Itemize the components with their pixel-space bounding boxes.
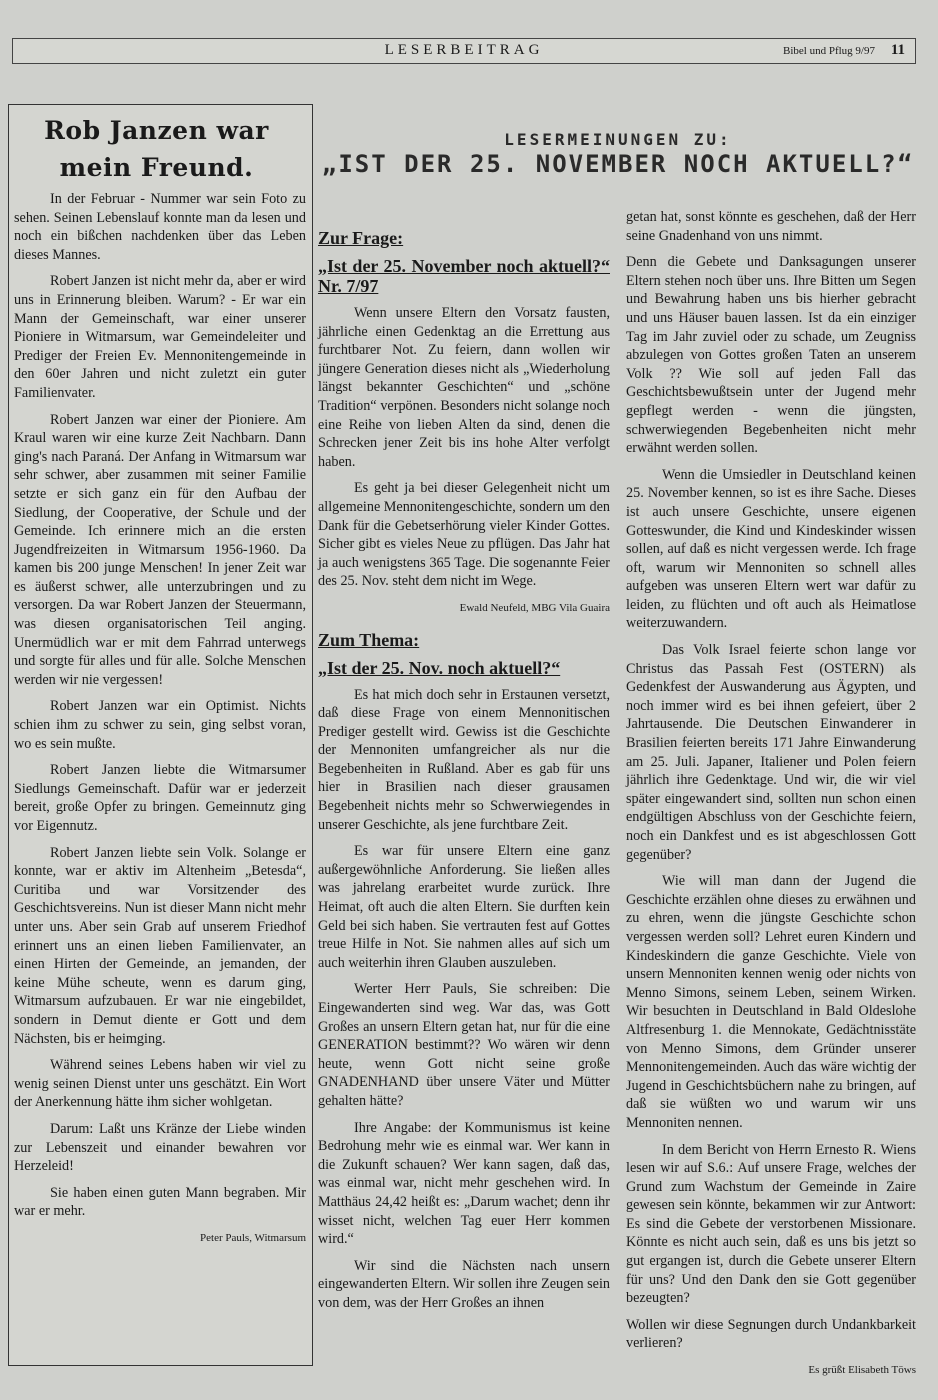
subheading: „Ist der 25. November noch aktuell?“ Nr. 7/97 [318, 256, 610, 296]
paragraph: Ihre Angabe: der Kommunismus ist keine Bedrohung mehr wie es einmal war. Wer kann in die Zukunft schauen? Wer kann sagen, daß das, was einmal war, nicht mehr geschehen wird. In Matthäus 24,42 heißt es: „Darum wachet; denn ihr wisset nicht, welchen Tag euer Herr kommen wird.“ [318, 1119, 610, 1248]
page-number: 11 [890, 42, 905, 58]
middle-column [318, 228, 610, 1321]
paragraph: getan hat, sonst könnte es geschehen, daß der Herr seine Gnadenhand von uns nimmt. [626, 209, 916, 244]
paragraph: Werter Herr Pauls, Sie schreiben: Die Eingewanderten sind weg. War das, was Gott Großes an unsern Eltern getan hat, nur für die eine GENERATION bestimmt?? Wo wären wir denn heute, wenn Gott nicht seine große GNADENHAND über unsere Väter und Mütter gehalten hätte? [318, 981, 610, 1109]
paragraph: Robert Janzen liebte sein Volk. Solange er konnte, war er aktiv im Altenheim „Betesda“, Curitiba und war Vorsitzender des Geschichtsvereins. Nun ist dieser Mann nicht mehr unter uns. Aber sein Grab auf unserem Friedhof erinnert uns an einen lieben Familienvater, an einen Hirten der Gemeinde, an jemanden, der keine Mühe scheute, wenn es darum ging, Witmarsum aufzubauen. Er war nie eingebildet, sondern in Demut diente er Gott und dem Nächsten, bis er heimging. [14, 844, 306, 1047]
paragraph: Während seines Lebens haben wir viel zu wenig seinen Dienst unter uns geschätzt. Ein Wort der Anerkennung hätte ihm sicher wohlgetan. [14, 1057, 306, 1111]
right-column [626, 208, 916, 1380]
paragraph: Wenn unsere Eltern den Vorsatz fausten, jährliche einen Gedenktag an die Errettung aus furchtbarer Not. Zu feiern, dann wollen wir jüngere Generation dieses nicht als „Wiederholung längst bekannter Geschichten“ und „schöne Tradition“ verpönen. Besonders nicht solange noch eine Reihe von lieben Alten da sind, denen die Schrecken jener Zeit bis ins hohe Alter verfolgt haben. [318, 305, 610, 470]
paragraph: In der Februar - Nummer war sein Foto zu sehen. Seinen Lebenslauf konnte man da lesen und noch ein bißchen nachdenken über das Leben dieses Mannes. [14, 191, 306, 263]
paragraph: Sie haben einen guten Mann begraben. Mir war er mehr. [14, 1184, 306, 1220]
paragraph: Robert Janzen ist nicht mehr da, aber er wird uns in Erinnerung bleiben. Warum? - Er war ein Mann der Gemeinschaft, war einer unserer Pioniere in Witmarsum, war Gemeindeleiter und Prediger der Freien Ev. Mennonitengemeinde in den 60er Jahren und nicht zuletzt ein guter Familienvater. [14, 273, 306, 401]
paragraph: Wie will man dann der Jugend die Geschichte erzählen ohne dieses zu erwähnen und zu ehren, wenn die jüngste Geschichte schon vergessen werden soll? Lehret euren Kindern und Kindeskindern die ganze Geschichte. Viele von unsern Mennoniten kennen wenig oder nichts von Menno Simons, seinem Leben, seinem Wirken. Wir besuchten in Deutschland in Bald Oldeslohe Altfresenburg 1. die Mennokate, Gedächtnisstäte von Menno Simons, dem Gründer unserer Mennonitengemeinden. Auch das wäre wichtig der Jugend in Geschichtsbüchern nahe zu bringen, auf daß sie wüßten wo und warum wir uns Mennoniten nennen. [626, 873, 916, 1131]
paragraph: Robert Janzen liebte die Witmarsumer Siedlungs Gemeinschaft. Dafür war er jederzeit bereit, große Opfer zu bringen. Gemeinnutz ging vor Eigennutz. [14, 762, 306, 834]
subheading: „Ist der 25. Nov. noch aktuell?“ [318, 657, 561, 678]
paragraph: Es geht ja bei dieser Gelegenheit nicht um allgemeine Mennonitengeschichte, sondern um den Dank für die Gebetserhörung vieler Kinder Gottes. Sicher gibt es vieles Neue zu pflügen. Das Jahr hat ja auch wenigstens 365 Tage. Die sogenannte Feier des 25. Nov. steht dem nicht im Wege. [318, 480, 610, 590]
paragraph: Wir sind die Nächsten nach unsern eingewanderten Eltern. Wir sollen ihre Zeugen sein von dem, was der Herr Großes an ihnen [318, 1257, 610, 1311]
left-article-title: Rob Janzen war mein Freund. [44, 116, 269, 182]
left-article-body [14, 190, 306, 1247]
signature: Peter Pauls, Witmarsum [200, 1231, 306, 1244]
section-title: LESERBEITRAG [384, 42, 544, 58]
page-header [12, 38, 916, 64]
main-heading: „IST DER 25. NOVEMBER NOCH AKTUELL?“ [321, 150, 915, 178]
paragraph: Das Volk Israel feierte schon lange vor Christus das Passah Fest (OSTERN) als Gedenkfest der Auswanderung aus Ägypten, und noch immer wird es bei ihnen gefeiert, über 2 Jahrtausende. Die Deutschen Einwanderer in Brasilien feierten bereits 171 Jahre Einwanderung am 25. Juli. Japaner, Italiener und Polen feiern jährlich ihre Gedenktage. Und wir, die wir viel später eingewandert sind, sollten nun schon einen endgültigen Abschluss von der Geschichte feiern, noch ein Dankfest und es ist abgeschlossen Gott gegenüber? [626, 642, 916, 863]
paragraph: Es hat mich doch sehr in Erstaunen versetzt, daß diese Frage von einem Mennonitischen Prediger gestellt wird. Gewiss ist die Geschichte der Mennoniten umfangreicher als nur die Begebenheiten in Rußland. Aber es gab für uns hier in Brasilien nach dieser grausamen Begebenheit nichts mehr so Schwerwiegendes in unserer Geschichte, als jene furchtbare Zeit. [318, 686, 610, 833]
signature: Es grüßt Elisabeth Töws [808, 1364, 916, 1377]
paragraph: Darum: Laßt uns Kränze der Liebe winden zur Lebenszeit und einander bewahren vor Herzeleid! [14, 1120, 306, 1175]
main-heading-kicker: LESERMEINUNGEN ZU: [504, 130, 732, 149]
paragraph: Robert Janzen war ein Optimist. Nichts schien ihm zu schwer zu sein, ging selbst voran, wo es sein mußte. [14, 698, 306, 752]
paragraph: In dem Bericht von Herrn Ernesto R. Wiens lesen wir auf S.6.: Auf unsere Frage, welches der Grund zum Wachstum der Gemeinde in Zaire gewesen sein könnte, bekammen wir zur Antwort: Es sind die Gebete der verstorbenen Missionare. Könnte es nicht auch sein, daß es uns bis jetzt so gut ergangen ist, durch die Gebete unserer Eltern für uns? Und den Dank den sie Gott gegenüber bezeugten? [626, 1141, 916, 1307]
paragraph: Robert Janzen war einer der Pioniere. Am Kraul waren wir eine kurze Zeit Nachbarn. Dann ging's nach Paraná. Der Anfang in Witmarsum war sehr schwer, aber zusammen mit seiner Familie setzte er sich ganz ein für den Aufbau der Siedlung, der Cooperative, der Schule und der Gemeinde. Ich erinnere mich an die ersten Jugendfreizeiten in Witmarsum 1956-1960. Da kamen bis 200 junge Menschen! In jener Zeit war es äußerst schwer, alle unterzubringen und zu versorgen. Da war Robert Janzen der Steuermann, was diesen organisatorischen Teil anging. Unermüdlich war er mit dem Fahrrad unterwegs und sorgte für alles und für alle. Solche Menschen werden wir nie vergessen! [14, 411, 306, 688]
paragraph: Wollen wir diese Segnungen durch Undankbarkeit verlieren? [626, 1316, 916, 1352]
paragraph: Wenn die Umsiedler in Deutschland keinen 25. November kennen, so ist es ihre Sache. Dieses ist auch unsere Geschichte, unsere eigenen Gotteswunder, die Kind und Kindeskinder wissen sollen, auf daß es nicht vergessen werde. Ich frage oft, warum wir Mennoniten so schnell alles aufgeben was unseren Eltern wert war dafür zu leiden, zu flüchten und oft auch als Heimatlose weiterzuwandern. [626, 466, 916, 632]
paragraph: Es war für unsere Eltern eine ganz außergewöhnliche Anforderung. Sie ließen alles was jahrelang erarbeitet wurde zurück. Ihre Heimat, oft auch die alten Eltern. Sie durften kein Geld bei sich haben. Sie vertrauten fest auf Gottes treue Hilfe in Not. Sie nahmen alles auf sich um auch weiterhin ihren Glauben auszuleben. [318, 843, 610, 971]
signature: Ewald Neufeld, MBG Vila Guaira [459, 601, 610, 614]
publication-info: Bibel und Pflug 9/97 [783, 45, 875, 57]
subheading: Zur Frage: [318, 228, 404, 248]
paragraph: Denn die Gebete und Danksagungen unserer Eltern stehen noch über uns. Ihre Bitten um Segen und Bewahrung haben uns bis hierher gebracht und uns Häuser bauen lassen. Ist da ein einziger Tag im Jahr zuviel oder zu schade, um Zeugniss abzulegen von Gottes großen Taten an unserem Volk ?? Wie soll auf jeden Fall das Geschichtsbewußtsein unter der Jugend mehr gepflegt werden - wenn die jüngsten, schwerwiegenden Begebenheiten nicht mehr erwähnt werden sollen. [626, 254, 916, 457]
subheading: Zum Thema: [318, 629, 420, 650]
